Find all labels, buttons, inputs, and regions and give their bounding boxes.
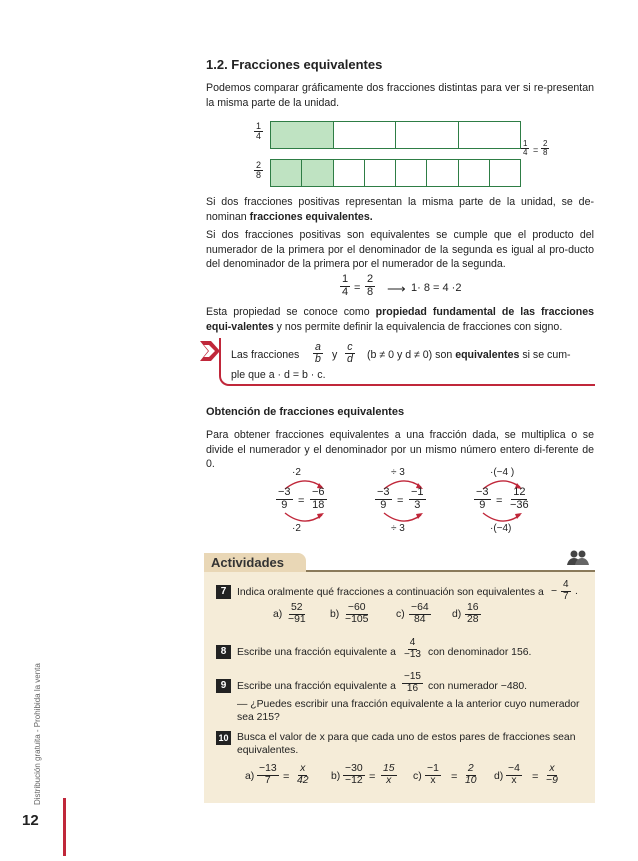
bar-cell bbox=[459, 122, 521, 148]
pair-label: a) bbox=[245, 771, 255, 782]
box-y: y bbox=[332, 349, 338, 361]
activity-8-text-2: con denominador 156. bbox=[428, 647, 532, 658]
activity-7-ref-frac: $\frac{4}{7}$ bbox=[563, 579, 569, 602]
bar-cell bbox=[459, 160, 490, 186]
bar2-label: $\frac{2}{8}$ bbox=[256, 160, 262, 181]
box-text-1: Las fracciones bbox=[231, 349, 300, 361]
option-label: b) bbox=[330, 609, 340, 620]
fraction-bar-quarters bbox=[270, 121, 521, 149]
pair-eq: = bbox=[532, 771, 539, 783]
box-frac-cd: $\frac{c}{d}$ bbox=[347, 341, 353, 366]
option-frac: $\frac{-60}{-105}$ bbox=[345, 602, 369, 625]
option-label: a) bbox=[273, 609, 283, 620]
activity-10-number: 10 bbox=[216, 731, 231, 745]
box-line2: ple que a · d = b · c. bbox=[231, 369, 326, 381]
intro-paragraph: Podemos comparar gráficamente dos fracciones distintas para ver si re-presentan la misma parte de la unidad. bbox=[206, 82, 594, 109]
option-label: d) bbox=[452, 609, 462, 620]
formula-result: 1· 8 = 4 ·2 bbox=[411, 282, 462, 294]
group-icon bbox=[566, 548, 590, 571]
example-top-op: ÷ 3 bbox=[391, 467, 405, 478]
pair-frac-right: $\frac{x}{42}$ bbox=[297, 763, 309, 786]
pair-eq: = bbox=[283, 771, 290, 783]
activity-7-end: . bbox=[575, 586, 578, 597]
example-eq: = bbox=[397, 495, 404, 507]
subtitle: Obtención de fracciones equivalentes bbox=[206, 406, 405, 418]
pair-frac-left: $\frac{-13}{7}$ bbox=[259, 763, 277, 786]
activities-title: Actividades bbox=[211, 555, 284, 570]
activity-8-number: 8 bbox=[216, 645, 231, 659]
option-frac: $\frac{-64}{84}$ bbox=[411, 602, 429, 625]
example-frac-right: $\frac{-6}{18}$ bbox=[312, 486, 325, 511]
pair-frac-right: $\frac{2}{10}$ bbox=[465, 763, 477, 786]
example-top-op: ·(−4 ) bbox=[490, 467, 515, 478]
bar-cell bbox=[365, 160, 396, 186]
example-frac-right: $\frac{12}{-36}$ bbox=[510, 486, 529, 511]
option-frac: $\frac{52}{-91}$ bbox=[288, 602, 306, 625]
example-eq: = bbox=[496, 495, 503, 507]
pair-frac-left: $\frac{-4}{x}$ bbox=[508, 763, 520, 786]
option-frac: $\frac{16}{28}$ bbox=[467, 602, 479, 625]
pair-frac-right: $\frac{15}{x}$ bbox=[383, 763, 395, 786]
activity-8-frac: $\frac{4}{-13}$ bbox=[404, 637, 421, 660]
box-frac-ab: $\frac{a}{b}$ bbox=[315, 341, 321, 366]
example-bottom-op: ·(−4) bbox=[490, 523, 512, 534]
bar-cell bbox=[271, 160, 302, 186]
bar-cell bbox=[334, 160, 365, 186]
bar-cell bbox=[427, 160, 458, 186]
example-bottom-op: ·2 bbox=[292, 523, 301, 534]
section-title: 1.2. Fracciones equivalentes bbox=[206, 57, 383, 72]
bar-cell bbox=[302, 160, 333, 186]
formula-eq: = bbox=[354, 282, 361, 294]
pair-frac-left: $\frac{-1}{x}$ bbox=[427, 763, 439, 786]
pair-label: b) bbox=[331, 771, 341, 782]
activity-9-sub: — ¿Puedes escribir una fracción equivalente a la anterior cuyo numerador sea 215? bbox=[237, 699, 580, 723]
diagram-eq-left: $\frac{1}{4}$ bbox=[523, 139, 528, 158]
arrow-icon bbox=[199, 340, 221, 367]
bar-cell bbox=[490, 160, 520, 186]
example-frac-right: $\frac{-1}{3}$ bbox=[411, 486, 424, 511]
pair-label: d) bbox=[494, 771, 504, 782]
diagram-eq-sign: = bbox=[533, 145, 539, 155]
pair-eq: = bbox=[451, 771, 458, 783]
activity-9-frac: $\frac{-15}{16}$ bbox=[404, 671, 421, 694]
page-number: 12 bbox=[22, 812, 39, 829]
example-frac-left: $\frac{-3}{9}$ bbox=[377, 486, 390, 511]
pair-eq: = bbox=[369, 771, 376, 783]
diagram-eq-right: $\frac{2}{8}$ bbox=[543, 139, 548, 158]
activity-9-text-2: con numerador −480. bbox=[428, 681, 528, 692]
activity-7-text: Indica oralmente qué fracciones a continuación son equivalentes a bbox=[237, 587, 544, 598]
bar1-label: $\frac{1}{4}$ bbox=[256, 121, 262, 142]
pair-frac-right: $\frac{x}{-9}$ bbox=[546, 763, 558, 786]
side-note: Distribución gratuita - Prohibida la venta bbox=[33, 663, 42, 805]
property-paragraph: Si dos fracciones positivas son equivalentes se cumple que el producto del numerador de la primera por el denominador de la segunda es igual al pro-ducto del denominador de la primera por el numerador de la segunda. bbox=[206, 229, 594, 270]
bar-cell bbox=[396, 122, 459, 148]
bar-cell bbox=[271, 122, 334, 148]
example-bottom-arrow bbox=[282, 512, 326, 526]
pair-label: c) bbox=[413, 771, 422, 782]
bar-cell bbox=[396, 160, 427, 186]
option-label: c) bbox=[396, 609, 405, 620]
activity-7-number: 7 bbox=[216, 585, 231, 599]
box-condition: (b ≠ 0 y d ≠ 0) son equivalentes si se cum- bbox=[367, 349, 571, 361]
page-rule bbox=[63, 798, 66, 856]
activity-10-text: Busca el valor de x para que cada uno de estos pares de fracciones sean equivalentes. bbox=[237, 732, 576, 756]
bar-cell bbox=[334, 122, 397, 148]
pair-frac-left: $\frac{-30}{-12}$ bbox=[345, 763, 363, 786]
method-paragraph: Para obtener fracciones equivalentes a una fracción dada, se multiplica o se divide el numerador y el denominador por un mismo número entero di-ferente de 0. bbox=[206, 429, 594, 470]
activity-9-number: 9 bbox=[216, 679, 231, 693]
activity-7-ref-sign: − bbox=[551, 586, 558, 597]
example-frac-left: $\frac{-3}{9}$ bbox=[278, 486, 291, 511]
example-bottom-op: ÷ 3 bbox=[391, 523, 405, 534]
formula-arrow: ⟶ bbox=[387, 281, 406, 296]
definition-paragraph: Si dos fracciones positivas representan la misma parte de la unidad, se de-nominan fracciones equivalentes. bbox=[206, 196, 594, 223]
activity-8-text-1: Escribe una fracción equivalente a bbox=[237, 647, 396, 658]
example-frac-left: $\frac{-3}{9}$ bbox=[476, 486, 489, 511]
activity-9-text-1: Escribe una fracción equivalente a bbox=[237, 681, 396, 692]
formula-frac-1: $\frac{1}{4}$ bbox=[342, 273, 349, 298]
example-top-op: ·2 bbox=[292, 467, 301, 478]
fundamental-property-paragraph: Esta propiedad se conoce como propiedad fundamental de las fracciones equi-valentes y nos permite definir la equivalencia de fracciones con signo. bbox=[206, 306, 595, 333]
fraction-bar-eighths bbox=[270, 159, 521, 187]
formula-frac-2: $\frac{2}{8}$ bbox=[367, 273, 374, 298]
example-eq: = bbox=[298, 495, 305, 507]
